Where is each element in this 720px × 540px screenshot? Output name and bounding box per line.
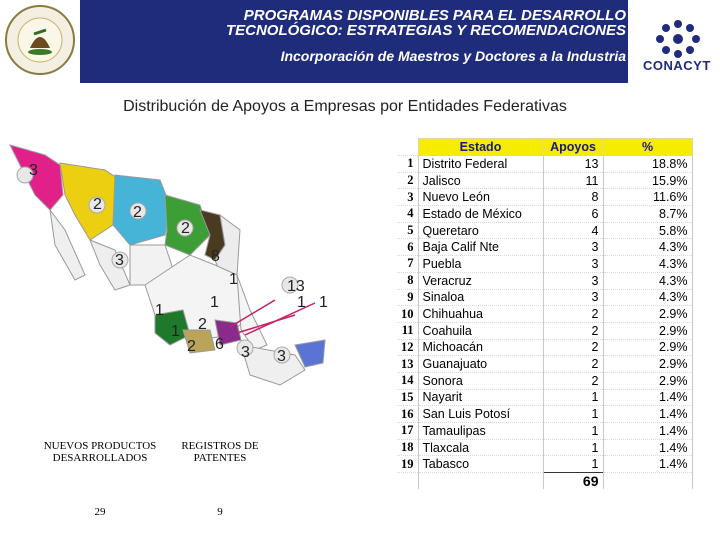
page-subtitle: Incorporación de Maestros y Doctores a la Industria <box>280 48 626 64</box>
percent-value: 2.9% <box>603 306 692 323</box>
apoyos-value: 1 <box>543 423 603 440</box>
apoyos-value: 3 <box>543 289 603 306</box>
apoyos-value: 8 <box>543 189 603 206</box>
map-label: 1 <box>229 271 238 288</box>
state-name: San Luis Potosí <box>418 406 543 423</box>
table-row <box>397 439 692 456</box>
row-number: 14 <box>397 372 418 389</box>
apoyos-value: 2 <box>543 322 603 339</box>
map-label: 3 <box>29 162 38 179</box>
new-products-header: NUEVOS PRODUCTOS DESARROLLADOS <box>43 440 157 464</box>
table-row <box>397 239 692 256</box>
col-header-estado: Estado <box>418 139 543 156</box>
table-corner <box>397 139 418 156</box>
map-label: 2 <box>181 220 190 237</box>
map-label: 1 <box>210 294 219 311</box>
map-label: 13 <box>287 278 305 295</box>
apoyos-value: 11 <box>543 172 603 189</box>
percent-value: 11.6% <box>603 189 692 206</box>
table-row <box>397 339 692 356</box>
patents-value: 9 <box>217 506 223 518</box>
col-header-percent: % <box>603 139 692 156</box>
conacyt-logo-text: CONACYT <box>643 58 711 73</box>
map-label: 1 <box>171 323 180 340</box>
percent-value: 4.3% <box>603 239 692 256</box>
apoyos-value: 1 <box>543 406 603 423</box>
table-row <box>397 222 692 239</box>
map-label: 3 <box>115 252 124 269</box>
table-row <box>397 372 692 389</box>
percent-value: 15.9% <box>603 172 692 189</box>
row-number: 15 <box>397 389 418 406</box>
row-number: 3 <box>397 189 418 206</box>
map-state-veracruz <box>237 275 267 350</box>
state-name: Guanajuato <box>418 356 543 373</box>
row-number: 4 <box>397 206 418 223</box>
table-row <box>397 156 692 173</box>
table-row <box>397 256 692 273</box>
state-name: Coahuila <box>418 322 543 339</box>
apoyos-value: 3 <box>543 272 603 289</box>
state-name: Nayarit <box>418 389 543 406</box>
row-number: 1 <box>397 156 418 173</box>
title-line-1: PROGRAMAS DISPONIBLES PARA EL DESARROLLO <box>243 7 626 24</box>
percent-value: 1.4% <box>603 389 692 406</box>
table-row <box>397 189 692 206</box>
section-title: Distribución de Apoyos a Empresas por Entidades Federativas <box>123 98 567 115</box>
percent-value: 2.9% <box>603 356 692 373</box>
total-value: 69 <box>543 473 603 490</box>
state-name: Nuevo León <box>418 189 543 206</box>
state-name: Estado de México <box>418 206 543 223</box>
title-line-2: TECNOLÓGICO: ESTRATEGIAS Y RECOMENDACIONES <box>225 22 626 39</box>
map-label: 6 <box>215 336 224 353</box>
map-label: 3 <box>277 348 286 365</box>
percent-value: 1.4% <box>603 423 692 440</box>
state-name: Sinaloa <box>418 289 543 306</box>
state-name: Tabasco <box>418 456 543 473</box>
apoyos-value: 4 <box>543 222 603 239</box>
apoyos-value: 3 <box>543 256 603 273</box>
table-row <box>397 456 692 473</box>
map-label: 3 <box>241 344 250 361</box>
percent-value: 1.4% <box>603 406 692 423</box>
map-label: 2 <box>133 204 142 221</box>
map-label: 8 <box>211 248 220 265</box>
table-row <box>397 289 692 306</box>
col-header-apoyos: Apoyos <box>543 139 603 156</box>
row-number: 12 <box>397 339 418 356</box>
new-products-value: 29 <box>94 506 106 518</box>
row-number: 6 <box>397 239 418 256</box>
apoyos-value: 2 <box>543 356 603 373</box>
row-number: 2 <box>397 172 418 189</box>
apoyos-value: 2 <box>543 372 603 389</box>
row-number: 16 <box>397 406 418 423</box>
map-label: 2 <box>93 196 102 213</box>
percent-value: 4.3% <box>603 272 692 289</box>
mexico-seal-icon <box>4 4 76 76</box>
state-name: Sonora <box>418 372 543 389</box>
row-number: 10 <box>397 306 418 323</box>
total-spacer <box>397 473 418 490</box>
state-name: Jalisco <box>418 172 543 189</box>
percent-value: 2.9% <box>603 322 692 339</box>
apoyos-value: 2 <box>543 339 603 356</box>
apoyos-value: 6 <box>543 206 603 223</box>
row-number: 7 <box>397 256 418 273</box>
apoyos-value: 1 <box>543 456 603 473</box>
row-number: 19 <box>397 456 418 473</box>
percent-value: 4.3% <box>603 256 692 273</box>
mexico-states-map <box>5 135 385 405</box>
row-number: 8 <box>397 272 418 289</box>
apoyos-value: 1 <box>543 389 603 406</box>
total-spacer <box>418 473 543 490</box>
table-row <box>397 306 692 323</box>
row-number: 5 <box>397 222 418 239</box>
row-number: 17 <box>397 423 418 440</box>
state-name: Chihuahua <box>418 306 543 323</box>
percent-value: 8.7% <box>603 206 692 223</box>
table-row <box>397 206 692 223</box>
percent-value: 1.4% <box>603 456 692 473</box>
table-row <box>397 389 692 406</box>
table-row <box>397 322 692 339</box>
state-name: Tamaulipas <box>418 423 543 440</box>
map-label: 1 <box>155 302 164 319</box>
map-label: 2 <box>198 316 207 333</box>
row-number: 18 <box>397 439 418 456</box>
apoyos-value: 2 <box>543 306 603 323</box>
row-number: 13 <box>397 356 418 373</box>
page-title <box>106 8 626 38</box>
states-table <box>397 138 693 489</box>
state-name: Queretaro <box>418 222 543 239</box>
total-spacer <box>603 473 692 490</box>
header-banner <box>0 0 720 83</box>
percent-value: 18.8% <box>603 156 692 173</box>
products-patents-table <box>40 440 280 536</box>
table-row <box>397 356 692 373</box>
total-row <box>397 473 692 490</box>
state-name: Tlaxcala <box>418 439 543 456</box>
state-name: Puebla <box>418 256 543 273</box>
apoyos-value: 13 <box>543 156 603 173</box>
map-label: 1 <box>319 294 328 311</box>
percent-value: 4.3% <box>603 289 692 306</box>
table-row <box>397 423 692 440</box>
map-label: 2 <box>187 338 196 355</box>
percent-value: 5.8% <box>603 222 692 239</box>
table-row <box>397 272 692 289</box>
apoyos-value: 3 <box>543 239 603 256</box>
patents-header: REGISTROS DE PATENTES <box>181 440 259 464</box>
state-name: Baja Calif Nte <box>418 239 543 256</box>
states-table-body <box>397 156 692 490</box>
row-number: 11 <box>397 322 418 339</box>
percent-value: 1.4% <box>603 439 692 456</box>
map-label: 1 <box>297 294 306 311</box>
state-name: Veracruz <box>418 272 543 289</box>
apoyos-value: 1 <box>543 439 603 456</box>
percent-value: 2.9% <box>603 339 692 356</box>
percent-value: 2.9% <box>603 372 692 389</box>
state-name: Michoacán <box>418 339 543 356</box>
row-number: 9 <box>397 289 418 306</box>
state-name: Distrito Federal <box>418 156 543 173</box>
table-row <box>397 406 692 423</box>
table-row <box>397 172 692 189</box>
